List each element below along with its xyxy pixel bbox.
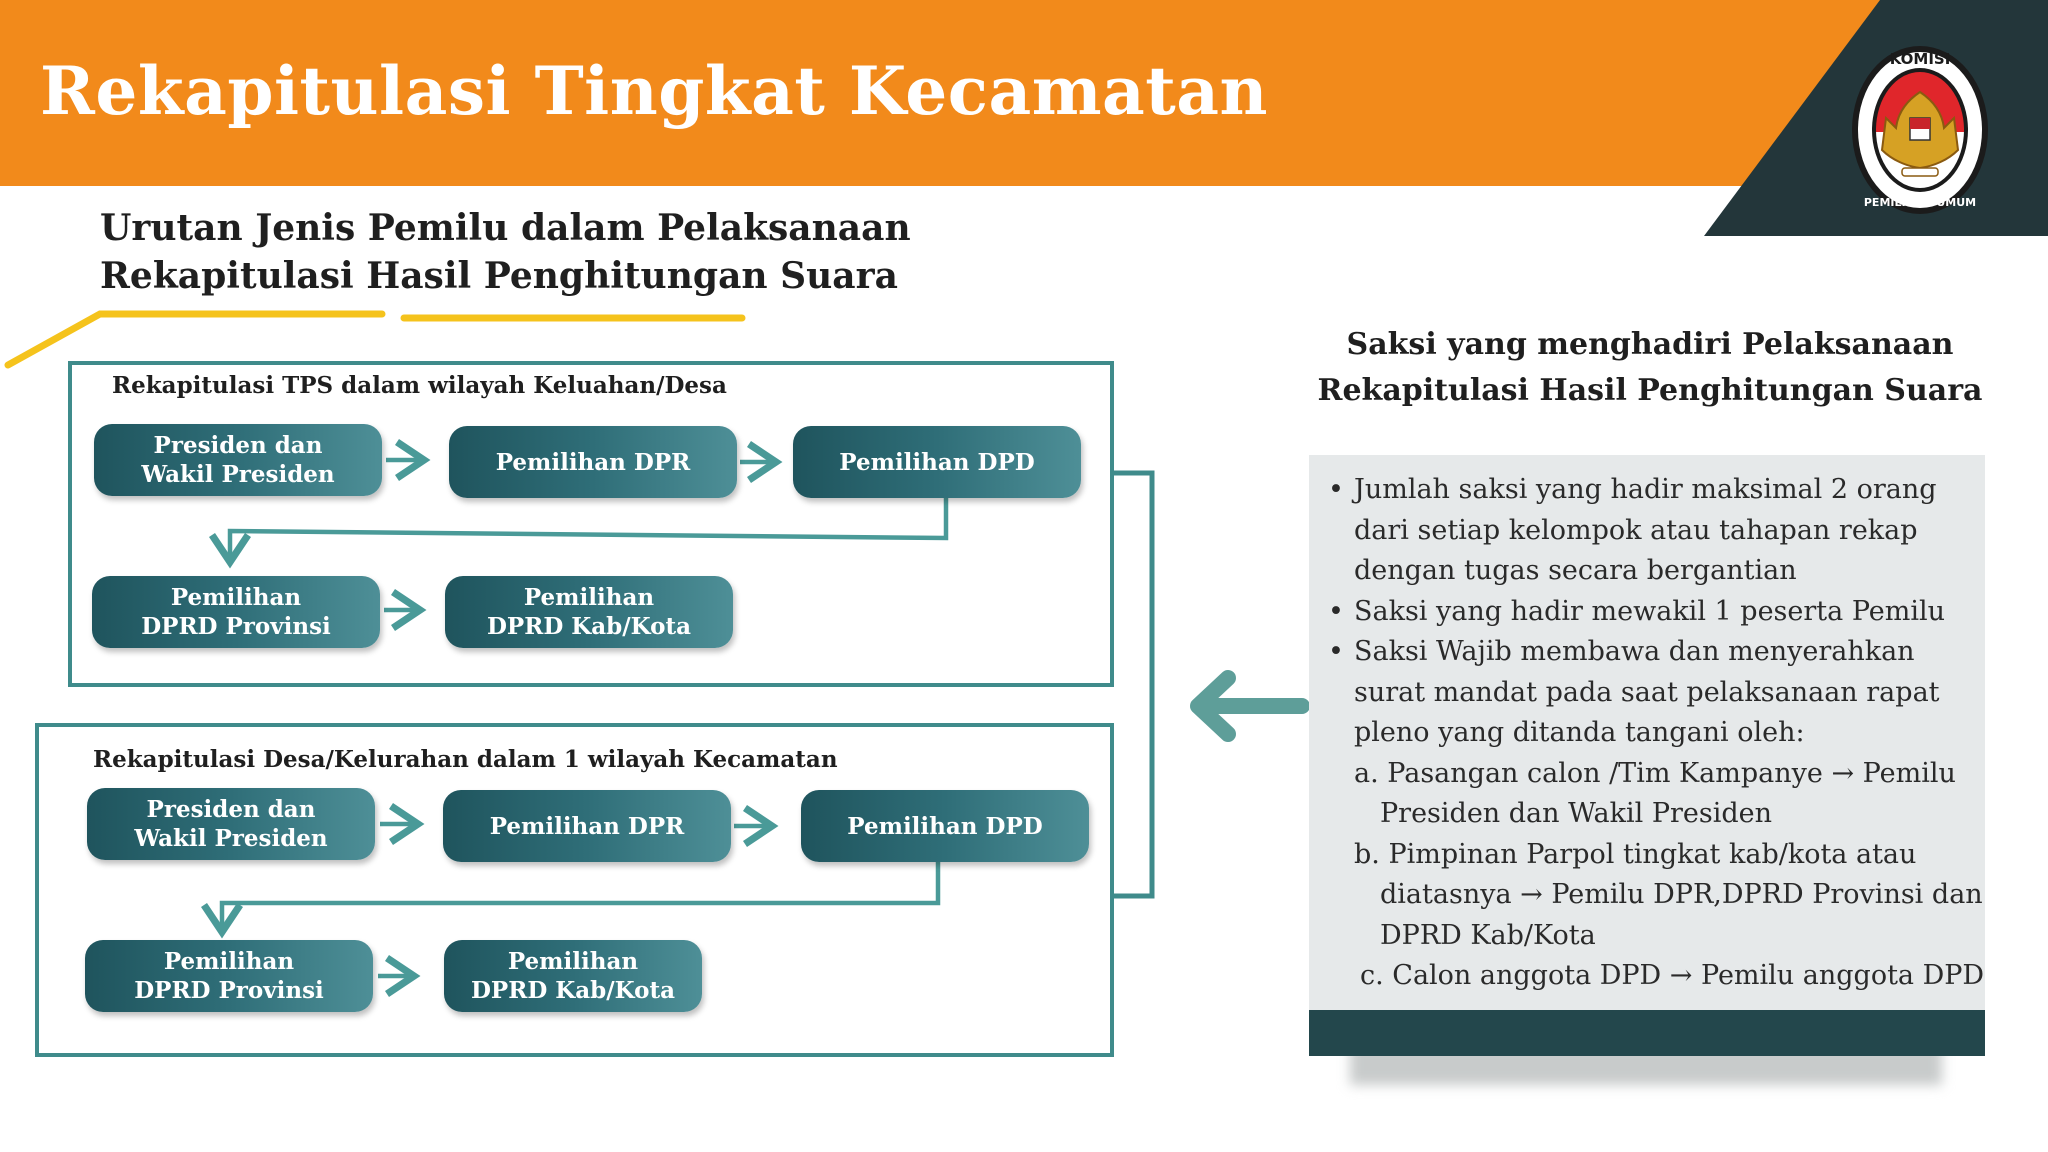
saksi-item-a: a. Pasangan calon /Tim Kampanye → Pemilu (1354, 757, 1956, 789)
saksi-panel-footer (1309, 1010, 1985, 1056)
saksi-bullet-1-cont: dengan tugas secara bergantian (1354, 555, 1797, 586)
saksi-item-b-cont: diatasnya → Pemilu DPR,DPRD Provinsi dan (1380, 879, 1983, 910)
saksi-title-line-2: Rekapitulasi Hasil Penghitungan Suara (1317, 373, 1983, 408)
saksi-list (1326, 470, 1986, 997)
box-desa-label: Rekapitulasi Desa/Kelurahan dalam 1 wilayah Kecamatan (93, 746, 838, 773)
saksi-bullet-3: • Saksi Wajib membawa dan menyerahkan (1326, 632, 1986, 673)
logo-text-bottom: PEMILIHAN UMUM (1863, 196, 1977, 209)
tps-step-dpd: Pemilihan DPD (793, 426, 1081, 498)
arrow-tps-3 (230, 496, 946, 562)
saksi-bullet-2: • Saksi yang hadir mewakil 1 peserta Pemilu (1326, 592, 1986, 633)
desa-step-dprd-provinsi: Pemilihan DPRD Provinsi (85, 940, 373, 1012)
box-tps-label: Rekapitulasi TPS dalam wilayah Keluahan/Desa (112, 372, 727, 399)
big-left-arrow-icon (1198, 678, 1302, 734)
saksi-bullet-3-cont: pleno yang ditanda tangani oleh: (1354, 717, 1805, 748)
desa-step-dpr: Pemilihan DPR (443, 790, 731, 862)
saksi-title (1300, 322, 2000, 414)
subtitle-line-1: Urutan Jenis Pemilu dalam Pelaksanaan (100, 207, 911, 249)
tps-step-dpr: Pemilihan DPR (449, 426, 737, 498)
saksi-item-b-cont: DPRD Kab/Kota (1380, 919, 1596, 951)
saksi-bullet-1-cont: dari setiap kelompok atau tahapan rekap (1354, 514, 1918, 546)
saksi-item-c: c. Calon anggota DPD → Pemilu anggota DPD (1360, 960, 1985, 991)
logo-text-top: KOMISI (1889, 50, 1951, 68)
saksi-title-line-1: Saksi yang menghadiri Pelaksanaan (1346, 327, 1954, 362)
saksi-item-a-cont: Presiden dan Wakil Presiden (1380, 798, 1773, 829)
subtitle-line-2: Rekapitulasi Hasil Penghitungan Suara (100, 255, 898, 297)
desa-step-dprd-kabkota: Pemilihan DPRD Kab/Kota (444, 940, 702, 1012)
arrow-desa-3 (222, 860, 938, 932)
saksi-bullet-3-cont: surat mandat pada saat pelaksanaan rapat (1354, 676, 1940, 708)
tps-step-dprd-provinsi: Pemilihan DPRD Provinsi (92, 576, 380, 648)
saksi-bullet-1: • Jumlah saksi yang hadir maksimal 2 orang (1326, 470, 1986, 511)
box-connector (1112, 473, 1152, 896)
tps-step-presiden: Presiden dan Wakil Presiden (94, 424, 382, 496)
desa-step-presiden: Presiden dan Wakil Presiden (87, 788, 375, 860)
desa-step-dpd: Pemilihan DPD (801, 790, 1089, 862)
tps-step-dprd-kabkota: Pemilihan DPRD Kab/Kota (445, 576, 733, 648)
underline-accent-1 (8, 314, 382, 365)
page-title: Rekapitulasi Tingkat Kecamatan (40, 52, 1269, 130)
saksi-item-b: b. Pimpinan Parpol tingkat kab/kota atau (1354, 838, 1917, 870)
